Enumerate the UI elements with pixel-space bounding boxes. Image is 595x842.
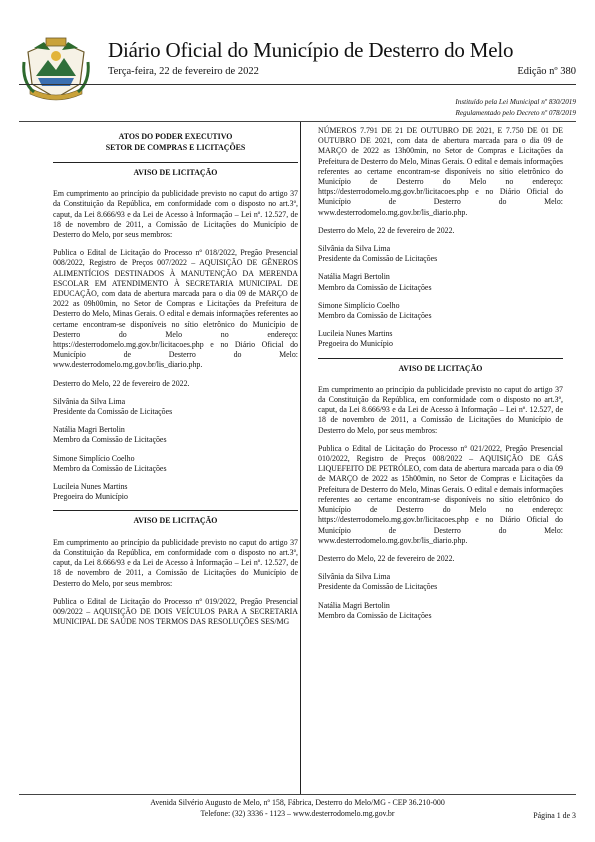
signatory-role: Pregoeira do Município [53, 492, 128, 502]
notice-place-date: Desterro do Melo, 22 de fevereiro de 2022. [318, 225, 455, 235]
left-column [53, 126, 298, 635]
notice-intro: Em cumprimento ao princípio da publicidade previsto no caput do artigo 37 da Constituição da República, em conformidade com o disposto no art.3º, caput, da Lei 8.666/93 e da Lei de Acesso à Informação – Lei nº. 12.527, de 18 de novembro de 2011, a Comissão de Licitações do Município de Desterro do Melo, por seus membros: [53, 537, 298, 588]
section-header [53, 131, 298, 153]
signatory-name: Simone Simplício Coelho [318, 300, 400, 310]
signatory-name: Natália Magri Bertolin [318, 272, 390, 282]
signature-block [53, 454, 298, 474]
signature-block [318, 329, 563, 349]
signatory-role: Presidente da Comissão de Licitações [318, 254, 438, 264]
notice-body-continuation: NÚMEROS 7.791 DE 21 DE OUTUBRO DE 2021, E 7.750 DE 01 DE OUTUBRO DE 2021, com data de abertura marcada para o dia 09 de MARÇO de 2022 as 13h00min, no Setor de Compras e Licitações da Prefeitura de Desterro do Melo, Minas Gerais. O edital e demais informações referentes ao certame encontram-se disponíveis no sítio eletrônico do Município de Desterro do Melo no endereço: https://desterrodomelo.mg.gov.br/licitacoes.php e no Diário Oficial do Município de Desterro do Melo: www.desterrodomelo.mg.gov.br/lis_diario.php. [318, 126, 563, 217]
notice-intro: Em cumprimento ao princípio da publicidade previsto no caput do artigo 37 da Constituição da República, em conformidade com o disposto no art.3º, caput, da Lei 8.666/93 e da Lei de Acesso à Informação – Lei nº. 12.527, de 18 de novembro de 2011, a Comissão de Licitações do Município de Desterro do Melo, por seus membros: [318, 384, 563, 435]
signatory-name: Silvânia da Silva Lima [318, 244, 391, 254]
signature-block [53, 425, 298, 445]
footer-contact: Telefone: (32) 3336 - 1123 – www.desterrodomelo.mg.gov.br [200, 809, 395, 818]
newspaper-title: Diário Oficial do Município de Desterro do Melo [108, 38, 514, 62]
notice-body: Publica o Edital de Licitação do Processo nº 021/2022, Pregão Presencial 010/2022, Registro de Preços 008/2022 – AQUISIÇÃO DE GÁS LIQUEFEITO DE PETRÓLEO, com data de abertura marcada para o dia 09 de MARÇO de 2022 as 15h00min, no Setor de Compras e Licitações da Prefeitura de Desterro do Melo, Minas Gerais. O edital e demais informações referentes ao certame encontram-se disponíveis no sítio eletrônico do Município de Desterro do Melo no endereço: https://desterrodomelo.mg.gov.br/licitacoes.php e no Diário Oficial do Município de Desterro do Melo: www.desterrodomelo.mg.gov.br/lis_diario.php. [318, 443, 563, 545]
signatory-role: Membro da Comissão de Licitações [53, 463, 167, 473]
signature-block [318, 301, 563, 321]
notice-heading: AVISO DE LICITAÇÃO [133, 516, 218, 526]
notice-place-date: Desterro do Melo, 22 de fevereiro de 2022. [53, 378, 190, 388]
signatory-role: Membro da Comissão de Licitações [318, 311, 432, 321]
signatory-name: Natália Magri Bertolin [53, 425, 125, 435]
signature-block [318, 272, 563, 292]
institution-line: Instituído pela Lei Municipal nº 830/2019 [455, 98, 576, 106]
municipal-crest-icon [20, 32, 92, 104]
signatory-role: Pregoeira do Município [318, 339, 393, 349]
signatory-name: Natália Magri Bertolin [318, 600, 390, 610]
page-number: Página 1 de 3 [533, 811, 576, 820]
footer-address: Avenida Silvério Augusto de Melo, nº 158, Fábrica, Desterro do Melo/MG - CEP 36.210-000 [150, 798, 445, 807]
section-subtitle: SETOR DE COMPRAS E LICITAÇÕES [105, 143, 246, 152]
signatory-role: Presidente da Comissão de Licitações [53, 407, 173, 417]
notice-rule [318, 358, 563, 359]
notice-body: Publica o Edital de Licitação do Processo nº 018/2022, Pregão Presencial 008/2022, Registro de Preços 007/2022 – AQUISIÇÃO DE GÊNEROS ALIMENTÍCIOS DESTINADOS À MANUTENÇÃO DA MERENDA ESCOLAR EM ATENDIMENTO À SECRETARIA MUNICIPAL DE EDUCAÇÃO, com data de abertura marcada para o dia 09 de MARÇO de 2022 as 09h00min, no Setor de Compras e Licitações da Prefeitura de Desterro do Melo, Minas Gerais. O edital e demais informações referentes ao certame encontram-se disponíveis no sítio eletrônico do Município de Desterro do Melo no endereço: https://desterrodomelo.mg.gov.br/licitacoes.php e no Diário Oficial do Município de Desterro do Melo: www.desterrodomelo.mg.gov.br/lis_diario.php. [53, 248, 298, 370]
signatory-role: Presidente da Comissão de Licitações [318, 582, 438, 592]
section-rule [53, 162, 298, 163]
notice-heading: AVISO DE LICITAÇÃO [133, 168, 218, 177]
notice-body: Publica o Edital de Licitação do Processo nº 019/2022, Pregão Presencial 009/2022 – AQUISIÇÃO DE DOIS VEÍCULOS PARA A SECRETARIA MUNICIPAL DE SAÚDE NOS TERMOS DAS RESOLUÇÕES SES/MG [53, 596, 298, 627]
signatory-role: Membro da Comissão de Licitações [318, 610, 432, 620]
notice-rule [53, 510, 298, 511]
column-divider [300, 122, 301, 794]
institution-line: Regulamentado pelo Decreto nº 078/2019 [455, 108, 576, 117]
signature-block [318, 244, 563, 264]
footer-divider [19, 794, 576, 795]
section-title: ATOS DO PODER EXECUTIVO [118, 132, 233, 141]
signatory-role: Membro da Comissão de Licitações [53, 435, 167, 445]
signatory-name: Simone Simplício Coelho [53, 453, 135, 463]
signatory-name: Silvânia da Silva Lima [318, 572, 391, 582]
signatory-role: Membro da Comissão de Licitações [318, 282, 432, 292]
header-divider [19, 84, 576, 85]
institution-note [455, 97, 576, 118]
notice-heading: AVISO DE LICITAÇÃO [398, 363, 483, 373]
edition-number: Edição nº 380 [517, 66, 576, 77]
notice-intro: Em cumprimento ao princípio da publicidade previsto no caput do artigo 37 da Constituição da República, em conformidade com o disposto no art.3º, caput, da Lei 8.666/93 e da Lei de Acesso à Informação – Lei nº. 12.527, de 18 de novembro de 2011, a Comissão de Licitações do Município de Desterro do Melo, por seus membros: [53, 189, 298, 240]
signature-block [53, 482, 298, 502]
right-column [318, 126, 563, 629]
signature-block [318, 572, 563, 592]
signature-block [53, 397, 298, 417]
signature-block [318, 601, 563, 621]
issue-date: Terça-feira, 22 de fevereiro de 2022 [108, 66, 259, 77]
signatory-name: Silvânia da Silva Lima [53, 396, 126, 406]
notice-place-date: Desterro do Melo, 22 de fevereiro de 2022. [318, 553, 455, 563]
subheader-divider [19, 121, 576, 122]
signatory-name: Lucileia Nunes Martins [318, 329, 393, 339]
signatory-name: Lucileia Nunes Martins [53, 482, 128, 492]
